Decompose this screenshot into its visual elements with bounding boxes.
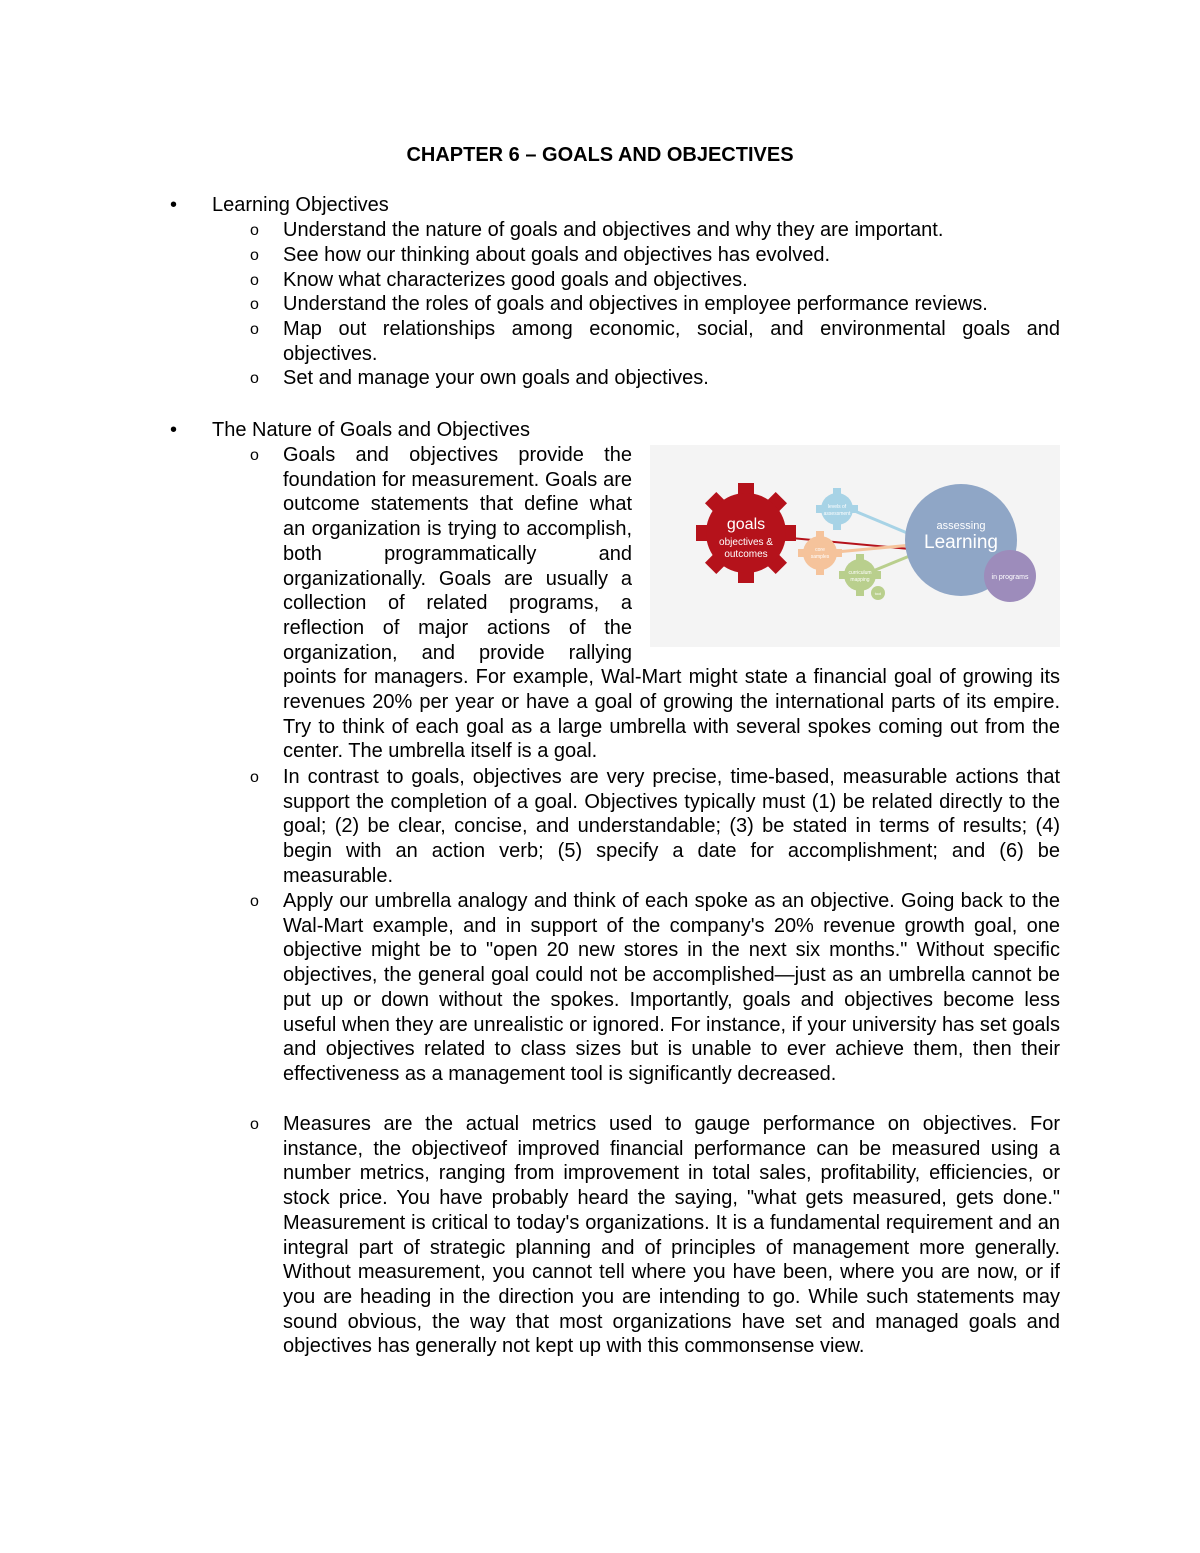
sub-bullet-marker: o <box>250 769 259 786</box>
goals-gear-title: goals <box>726 516 766 533</box>
list-item <box>250 317 1060 366</box>
mapping-label: mapping <box>850 577 870 583</box>
levels-label: levels of <box>827 504 847 510</box>
list-item-text: Understand the nature of goals and objectives and why they are important. <box>283 219 944 241</box>
list-item-text: See how our thinking about goals and objectives has evolved. <box>283 244 831 266</box>
sub-bullet-marker: o <box>250 1116 259 1133</box>
goals-gear-sub1: objectives & <box>719 537 773 548</box>
list-item-text: Apply our umbrella analogy and think of each spoke as an objective. Going back to the Wal-Mart example, and in support of the company's 20% revenue growth goal, one objective might be to "open 20 new stores in the next six months." Without specific objectives, the general goal could not be accomplished—just as an umbrella cannot be put up or down without the spokes. Importantly, goals and objectives become less useful when they are unrealistic or ignored. For instance, if your university has set goals and objectives related to class sizes but is unable to ever achieve them, then their effectiveness as a management tool is significantly decreased. <box>283 890 1060 1085</box>
list-item <box>250 292 1060 317</box>
assessing-label: assessing <box>936 520 986 532</box>
list-item <box>250 1112 1060 1359</box>
goals-gear <box>696 483 796 583</box>
goals-gear-sub2: outcomes <box>724 549 768 560</box>
section-heading: Learning Objectives <box>212 194 389 216</box>
list-item-text: Map out relationships among economic, social, and environmental goals and objectives. <box>283 318 1060 365</box>
chapter-title: CHAPTER 6 – GOALS AND OBJECTIVES <box>406 144 794 166</box>
goals-assessing-learning-figure <box>650 445 1060 647</box>
sub-bullet-marker: o <box>250 247 259 264</box>
list-item <box>250 366 1060 391</box>
sub-bullet-marker: o <box>250 296 259 313</box>
list-item-text: Know what characterizes good goals and objectives. <box>283 269 748 291</box>
list-item-text: In contrast to goals, objectives are very precise, time-based, measurable actions that support the completion of a goal. Objectives typically must (1) be related directly to the goal; (2) be clear, concise, and understandable; (3) be stated in terms of results; (4) begin with an action verb; (5) specify a date for accomplishment; and (6) be measurable. <box>283 766 1060 887</box>
in-programs-label: in programs <box>991 574 1029 581</box>
sub-bullet-marker: o <box>250 272 259 289</box>
list-item-text: Set and manage your own goals and objectives. <box>283 367 709 389</box>
list-item-text: Measures are the actual metrics used to gauge performance on objectives. For instance, the objectiveof improved financial performance can be measured using a number metrics, ranging from improvement in total sales, profitability, efficiencies, or stock price. You have probably heard the saying, "what gets measured, gets done." Measurement is critical to today's organizations. It is a fundamental requirement and an integral part of strategic planning and of principles of management more generally. Without measurement, you cannot tell where you have been, where you are now, or if you are heading in the direction you are intending to go. While such statements may sound obvious, the way that most organizations have set and managed goals and objectives has generally not kept up with this commonsense view. <box>283 1113 1060 1358</box>
samples-label: samples <box>810 554 830 560</box>
bullet-marker: • <box>170 194 178 216</box>
list-item <box>250 218 1060 243</box>
bullet-marker: • <box>170 419 178 441</box>
sub-bullet-marker: o <box>250 370 259 387</box>
sub-bullet-marker: o <box>250 893 259 910</box>
list-item <box>250 765 1060 889</box>
list-item-text: Goals and objectives provide the foundation for measurement. Goals are outcome statements that define what an organization is trying to accomplish, both programmatically and organizationally. Goals are usually a collection of related programs, a reflection of major actions of the organization, and provide rallying points for managers. For example, Wal-Mart might state a financial goal of growing its revenues 20% per year or have a goal of growing the international parts of its empire. Try to think of each goal as a large umbrella with several spokes coming out from the center. The umbrella itself is a goal. <box>283 444 1060 763</box>
assessment-label: assessment <box>823 511 851 517</box>
tool-label: tool <box>874 591 882 596</box>
curriculum-label: curriculum <box>848 570 872 576</box>
learning-label: Learning <box>924 532 998 553</box>
list-item <box>250 889 1060 1087</box>
section-heading: The Nature of Goals and Objectives <box>212 419 530 441</box>
list-item <box>250 243 1060 268</box>
core-label: core <box>815 547 825 553</box>
sub-bullet-marker: o <box>250 222 259 239</box>
list-item-text: Understand the roles of goals and objectives in employee performance reviews. <box>283 293 988 315</box>
sub-bullet-marker: o <box>250 321 259 338</box>
list-item <box>250 268 1060 293</box>
list-item <box>250 443 1060 764</box>
sub-bullet-marker: o <box>250 447 259 464</box>
